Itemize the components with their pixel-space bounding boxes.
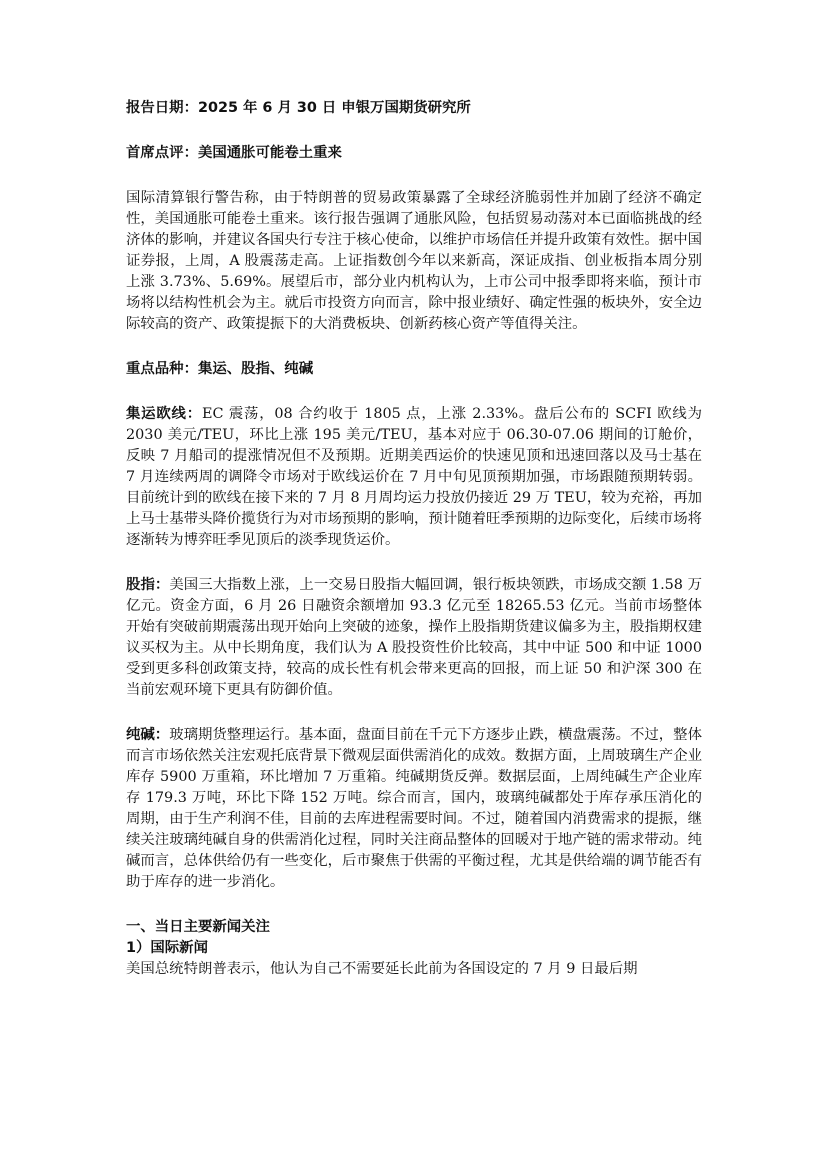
item-body: 美国三大指数上涨，上一交易日股指大幅回调，银行板块领跌，市场成交额 1.58 万亿元。资金方面，6 月 26 日融资余额增加 93.3 亿元至 18265.53 亿元。当前市场整体开始有突破前期震荡出现开始向上突破的迹象，操作上股指期货建议偏多为主，股指期权建议买权为主。从中长期角度，我们认为 A 股投资性价比较高，其中中证 500 和中证 1000 受到更多科创政策支持，较高的成长性有机会带来更高的回报，而上证 50 和沪深 300 在当前宏观环境下更具有防御价值。 [126, 577, 702, 698]
chief-comment-body: 国际清算银行警告称，由于特朗普的贸易政策暴露了全球经济脆弱性并加剧了经济不确定性，美国通胀可能卷土重来。该行报告强调了通胀风险，包括贸易动荡对本已面临挑战的经济体的影响，并建议各国央行专注于核心使命，以维护市场信任并提升政策有效性。据中国证券报，上周，A 股震荡走高。上证指数创今年以来新高，深证成指、创业板指本周分别上涨 3.73%、5.69%。展望后市，部分业内机构认为，上市公司中报季即将来临，预计市场将以结构性机会为主。就后市投资方向而言，除中报业绩好、确定性强的板块外，安全边际较高的资产、政策提振下的大消费板块、创新药核心资产等值得关注。 [126, 190, 702, 332]
news-section-title: 一、当日主要新闻关注 [126, 919, 270, 935]
item-lead: 股指： [126, 577, 170, 593]
focus-varieties-title: 重点品种：集运、股指、纯碱 [126, 361, 314, 377]
item-body: 玻璃期货整理运行。基本面，盘面目前在千元下方逐步止跌，横盘震荡。不过，整体而言市场依然关注宏观托底背景下微观层面供需消化的成效。数据方面，上周玻璃生产企业库存 5900 万重箱，环比增加 7 万重箱。纯碱期货反弹。数据层面，上周纯碱生产企业库存 179.3 万吨，环比下降 152 万吨。综合而言，国内，玻璃纯碱都处于库存承压消化的周期，由于生产利润不佳，目前的去库进程需要时间。不过，随着国内消费需求的提振，继续关注玻璃纯碱自身的供需消化过程，同时关注商品整体的回暖对于地产链的需求带动。纯碱而言，总体供给仍有一些变化，后市聚焦于供需的平衡过程，尤其是供给端的调节能否有助于库存的进一步消化。 [126, 727, 702, 890]
item-body: EC 震荡，08 合约收于 1805 点，上涨 2.33%。盘后公布的 SCFI 欧线为 2030 美元/TEU，环比上涨 195 美元/TEU，基本对应于 06.30-07.06 期间的订舱价，反映 7 月船司的提涨情况但不及预期。近期美西运价的快速见顶和迅速回落以及马士基在 7 月连续两周的调降令市场对于欧线运价在 7 月中旬见顶预期加强，市场跟随预期转弱。目前统计到的欧线在接下来的 7 月 8 月周均运力投放仍接近 29 万 TEU，较为充裕，再加上马士基带头降价揽货行为对市场预期的影响，预计随着旺季预期的边际变化，后续市场将逐渐转为博弈旺季见顶后的淡季现货运价。 [126, 406, 702, 548]
report-page [126, 98, 702, 980]
news-first-line: 美国总统特朗普表示，他认为自己不需要延长此前为各国设定的 7 月 9 日最后期 [126, 961, 638, 977]
chief-comment-title: 首席点评：美国通胀可能卷土重来 [126, 145, 342, 161]
report-date-line: 报告日期：2025 年 6 月 30 日 申银万国期货研究所 [126, 100, 471, 116]
item-soda-ash [126, 725, 702, 893]
item-lead: 集运欧线： [126, 406, 202, 422]
item-stock-index [126, 575, 702, 701]
international-news-subtitle: 1）国际新闻 [126, 940, 208, 956]
item-container-shipping [126, 404, 702, 551]
item-lead: 纯碱： [126, 727, 170, 743]
